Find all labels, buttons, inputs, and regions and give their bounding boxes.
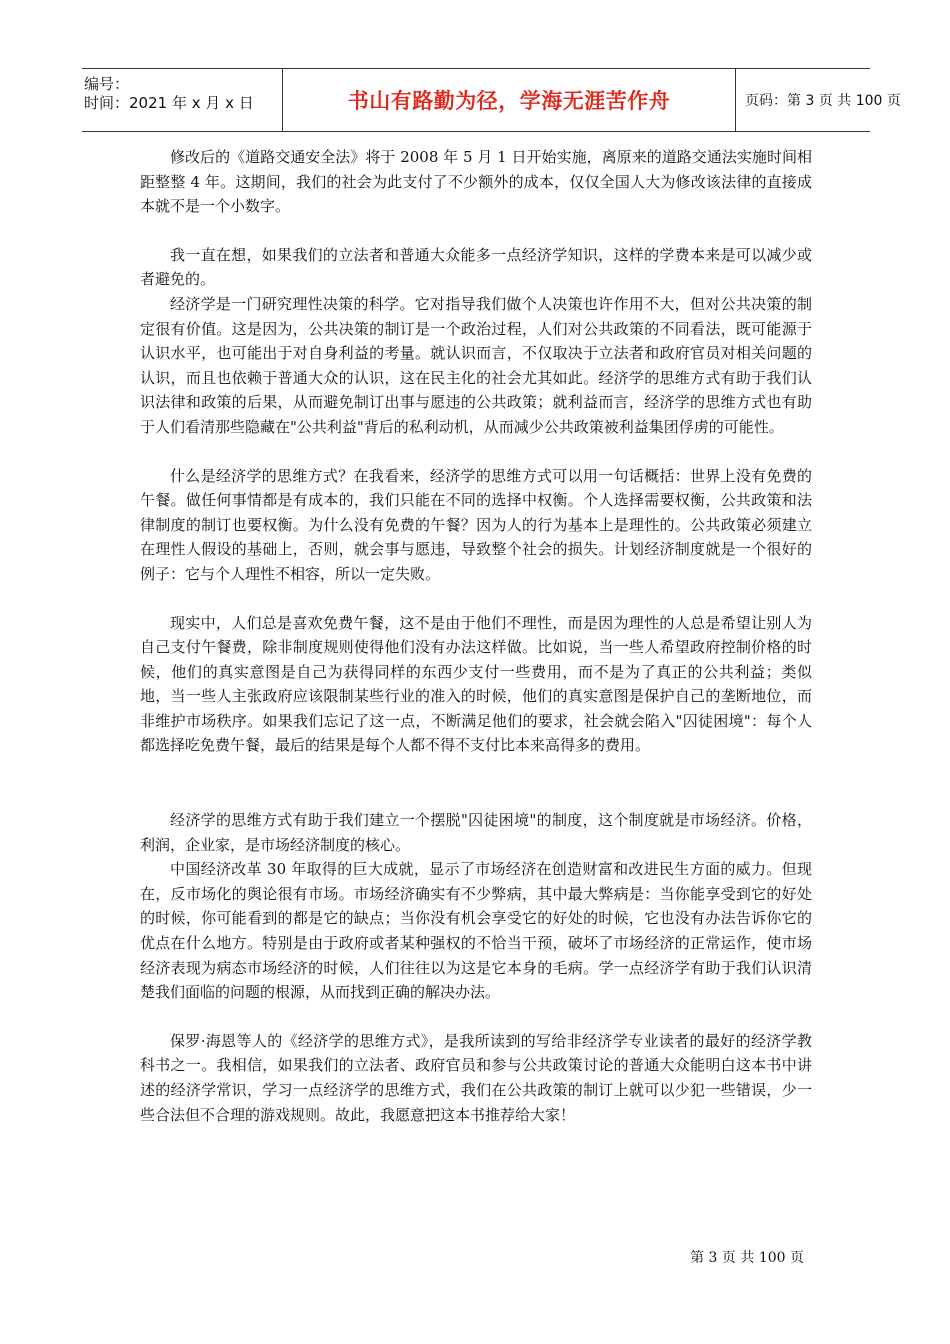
paragraph: 保罗·海恩等人的《经济学的思维方式》，是我所读到的写给非经济学专业读者的最好的经济学教科书之一。我相信，如果我们的立法者、政府官员和参与公共政策讨论的普通大众能明白这本书中讲述的经济学常识，学习一点经济学的思维方式，我们在公共政策的制订上就可以少犯一些错误，少一些合法但不合理的游戏规则。故此，我愿意把这本书推荐给大家！ [140, 1031, 812, 1124]
body-text [140, 145, 812, 1127]
paragraph: 现实中，人们总是喜欢免费午餐，这不是由于他们不理性，而是因为理性的人总是希望让别人为自己支付午餐费，除非制度规则使得他们没有办法这样做。比如说，当一些人希望政府控制价格的时候，他们的真实意图是自己为获得同样的东西少支付一些费用，而不是为了真正的公共利益；类似地，当一些人主张政府应该限制某些行业的准入的时候，他们的真实意图是保护自己的垄断地位，而非维护市场秩序。如果我们忘记了这一点，不断满足他们的要求，社会就会陷入"囚徒困境"：每个人都选择吃免费午餐，最后的结果是每个人都不得不支付比本来高得多的费用。 [140, 613, 812, 755]
paragraph: 经济学是一门研究理性决策的科学。它对指导我们做个人决策也许作用不大，但对公共决策的制定很有价值。这是因为，公共决策的制订是一个政治过程，人们对公共政策的不同看法，既可能源于认识水平，也可能出于对自身利益的考量。就认识而言，不仅取决于立法者和政府官员对相关问题的认识，而且也依赖于普通大众的认识，这在民主化的社会尤其如此。经济学的思维方式有助于我们认识法律和政策的后果，从而避免制订出事与愿违的公共政策；就利益而言，经济学的思维方式也有助于人们看清那些隐藏在"公共利益"背后的私利动机，从而减少公共政策被利益集团俘虏的可能性。 [140, 294, 812, 436]
paragraph: 经济学的思维方式有助于我们建立一个摆脱"囚徒困境"的制度，这个制度就是市场经济。价格，利润，企业家，是市场经济制度的核心。 [140, 811, 812, 854]
paragraph: 什么是经济学的思维方式？在我看来，经济学的思维方式可以用一句话概括：世界上没有免费的午餐。做任何事情都是有成本的，我们只能在不同的选择中权衡。个人选择需要权衡，公共政策和法律制度的制订也要权衡。为什么没有免费的午餐？因为人的行为基本上是理性的。公共政策必须建立在理性人假设的基础上，否则，就会事与愿违，导致整个社会的损失。计划经济制度就是一个很好的例子：它与个人理性不相容，所以一定失败。 [140, 466, 812, 583]
header-motto-cell [282, 69, 736, 131]
document-number: 编号： [84, 75, 130, 93]
header-meta [82, 69, 282, 131]
page-footer: 第 3 页 共 100 页 [690, 1250, 804, 1266]
header-motto: 书山有路勤为径，学海无涯苦作舟 [347, 89, 671, 113]
page-header [82, 68, 901, 132]
header-page-number: 页码：第 3 页 共 100 页 [745, 93, 901, 109]
paragraph: 我一直在想，如果我们的立法者和普通大众能多一点经济学知识，这样的学费本来是可以减少或者避免的。 [140, 245, 812, 289]
paragraph: 中国经济改革 30 年取得的巨大成就，显示了市场经济在创造财富和改进民生方面的威力。但现在，反市场化的舆论很有市场。市场经济确实有不少弊病，其中最大弊病是：当你能享受到它的好处的时候，你可能看到的都是它的缺点；当你没有机会享受它的好处的时候，它也没有办法告诉你它的优点在什么地方。特别是由于政府或者某种强权的不恰当干预，破坏了市场经济的正常运作，使市场经济表现为病态市场经济的时候，人们往往以为这是它本身的毛病。学一点经济学有助于我们认识清楚我们面临的问题的根源，从而找到正确的解决办法。 [140, 860, 812, 1002]
paragraph: 修改后的《道路交通安全法》将于 2008 年 5 月 1 日开始实施，离原来的道路交通法实施时间相距整整 4 年。这期间，我们的社会为此支付了不少额外的成本，仅仅全国人大为修改该法律的直接成本就不是一个小数字。 [140, 148, 812, 216]
document-time: 时间：2021 年 x 月 x 日 [84, 94, 254, 112]
